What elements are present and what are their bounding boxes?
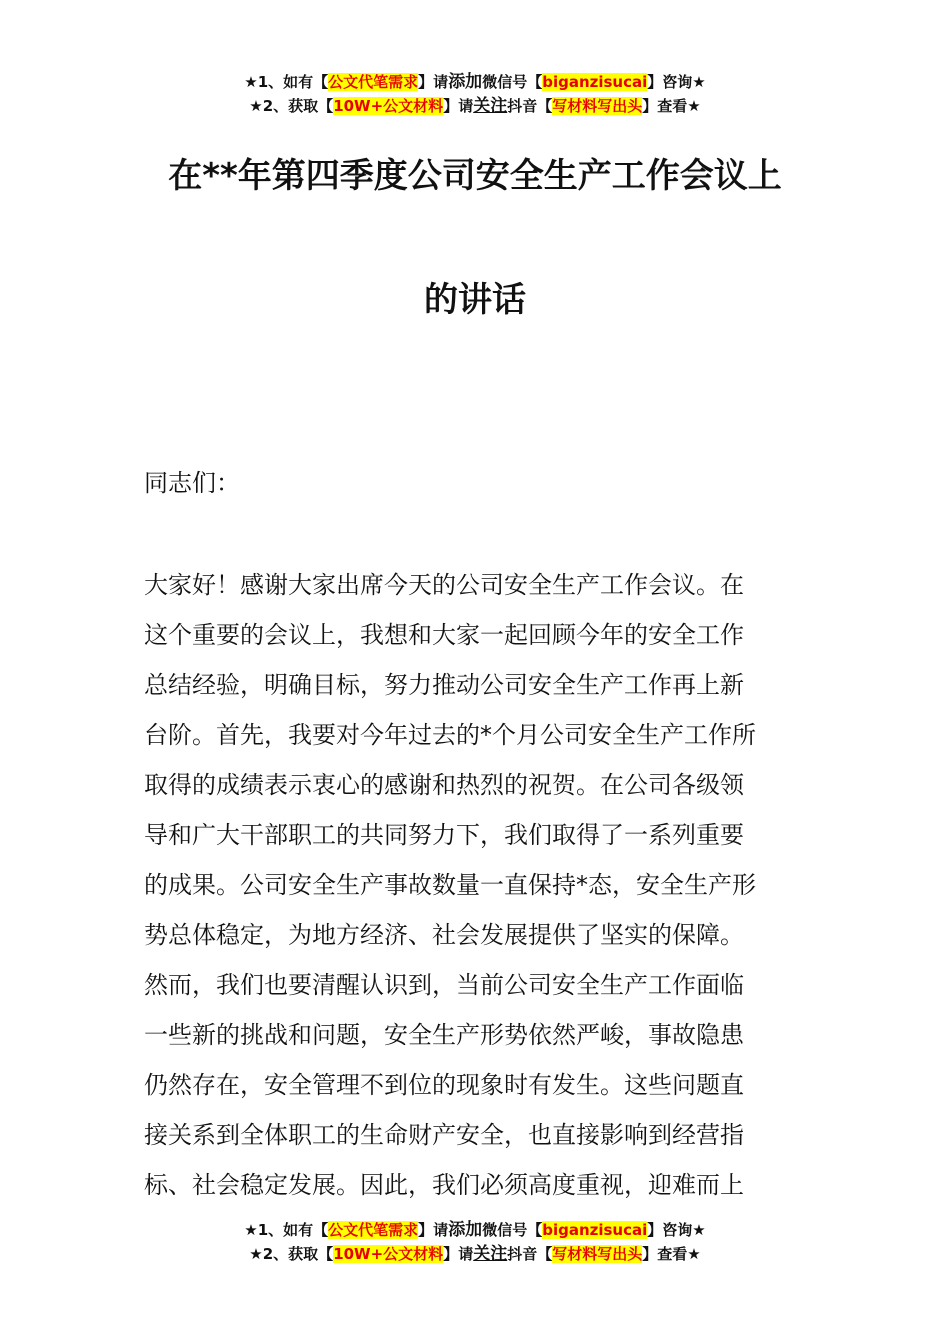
banner-wechat-id: biganzisucai	[542, 1221, 648, 1239]
banner-text: 】请	[418, 1221, 449, 1239]
banner-text: 】请	[443, 1245, 474, 1263]
body-line: 势总体稳定，为地方经济、社会发展提供了坚实的保障。	[144, 921, 744, 949]
banner-emphasis: 添加	[448, 72, 483, 92]
body-line: 仍然存在，安全管理不到位的现象时有发生。这些问题直	[144, 1071, 744, 1099]
document-title-line-1: 在**年第四季度公司安全生产工作会议上	[168, 156, 782, 196]
body-line: 取得的成绩表示衷心的感谢和热烈的祝贺。在公司各级领	[144, 771, 744, 799]
salutation: 同志们：	[144, 469, 240, 497]
bottom-banner	[0, 1218, 950, 1266]
banner-text: 】咨询★	[647, 1221, 706, 1239]
banner-wechat-id: biganzisucai	[542, 73, 648, 91]
body-line: 大家好！感谢大家出席今天的公司安全生产工作会议。在	[144, 571, 744, 599]
banner-text: ★1、如有【	[244, 73, 329, 91]
banner-text: 】请	[418, 73, 449, 91]
banner-emphasis: 关注	[473, 96, 508, 116]
banner-highlight: 公文代笔需求	[328, 1221, 419, 1239]
body-line: 接关系到全体职工的生命财产安全，也直接影响到经营指	[144, 1121, 744, 1149]
body-line: 台阶。首先，我要对今年过去的*个月公司安全生产工作所	[144, 721, 756, 749]
banner-line-1	[0, 1218, 950, 1242]
banner-text: 微信号【	[482, 73, 543, 91]
banner-text: 】咨询★	[647, 73, 706, 91]
banner-line-2	[0, 1242, 950, 1266]
banner-text: 抖音【	[507, 1245, 553, 1263]
banner-text: 微信号【	[482, 1221, 543, 1239]
document-title-line-2: 的讲话	[424, 280, 526, 320]
body-line: 一些新的挑战和问题，安全生产形势依然严峻，事故隐患	[144, 1021, 744, 1049]
body-line: 标、社会稳定发展。因此，我们必须高度重视，迎难而上	[144, 1171, 744, 1199]
banner-emphasis: 添加	[448, 1220, 483, 1240]
banner-line-2	[0, 94, 950, 118]
banner-douyin-id: 写材料写出头	[552, 1245, 643, 1263]
banner-highlight: 10W+公文材料	[333, 1245, 444, 1263]
body-line: 然而，我们也要清醒认识到，当前公司安全生产工作面临	[144, 971, 744, 999]
banner-emphasis: 关注	[473, 1244, 508, 1264]
banner-line-1	[0, 70, 950, 94]
body-paragraph	[144, 560, 809, 1210]
body-line: 的成果。公司安全生产事故数量一直保持*态，安全生产形	[144, 871, 756, 899]
banner-highlight: 公文代笔需求	[328, 73, 419, 91]
banner-text: ★2、获取【	[249, 1245, 334, 1263]
body-line: 这个重要的会议上，我想和大家一起回顾今年的安全工作	[144, 621, 744, 649]
banner-text: ★1、如有【	[244, 1221, 329, 1239]
banner-douyin-id: 写材料写出头	[552, 97, 643, 115]
banner-text: 】请	[443, 97, 474, 115]
banner-text: 】查看★	[642, 1245, 701, 1263]
banner-text: ★2、获取【	[249, 97, 334, 115]
body-line: 总结经验，明确目标，努力推动公司安全生产工作再上新	[144, 671, 744, 699]
body-line: 导和广大干部职工的共同努力下，我们取得了一系列重要	[144, 821, 744, 849]
banner-highlight: 10W+公文材料	[333, 97, 444, 115]
top-banner	[0, 70, 950, 118]
banner-text: 抖音【	[507, 97, 553, 115]
banner-text: 】查看★	[642, 97, 701, 115]
